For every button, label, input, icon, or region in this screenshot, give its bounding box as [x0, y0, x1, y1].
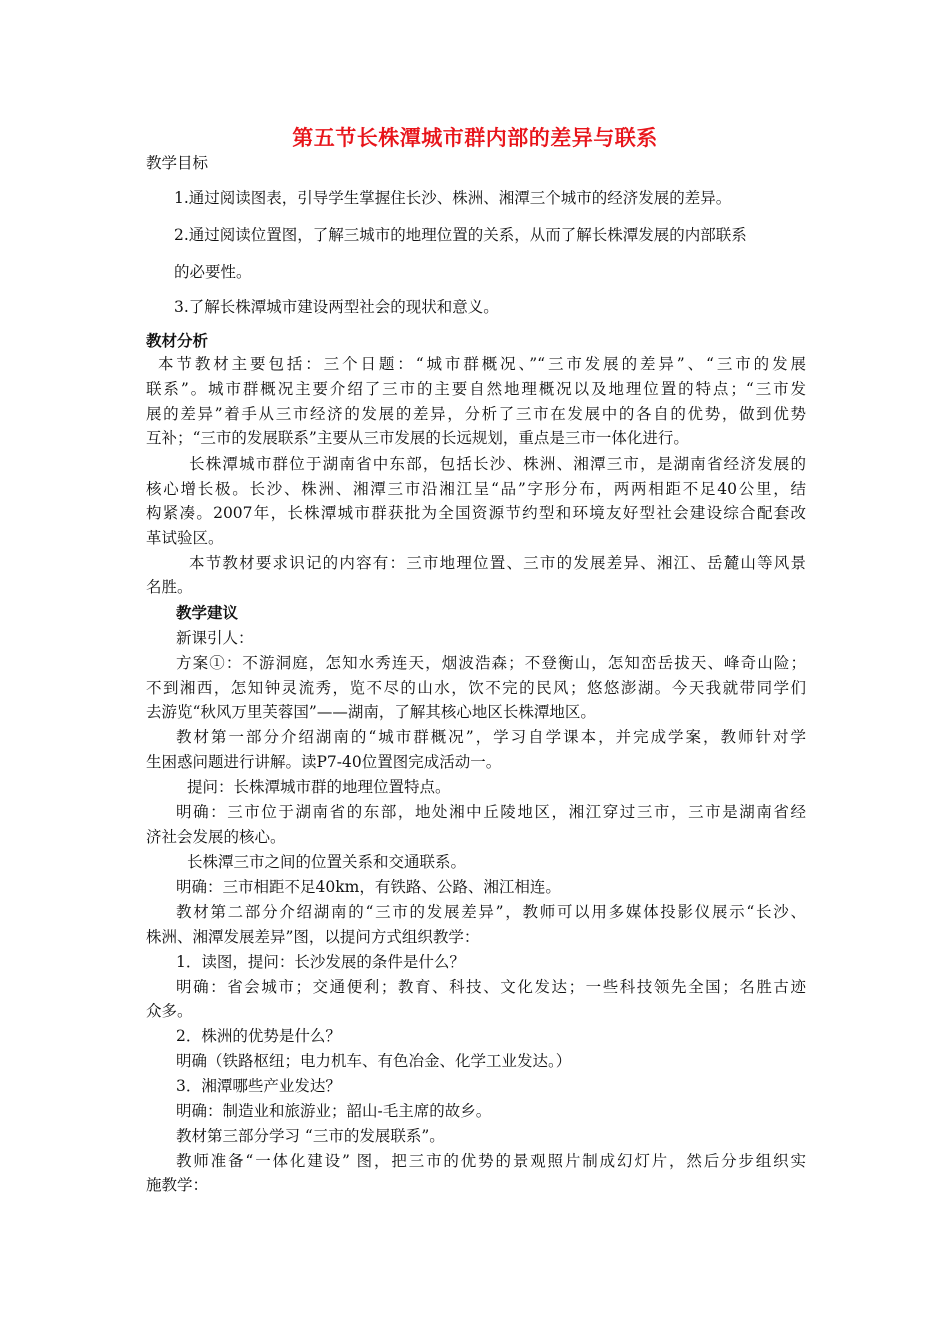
objective-item: 1.通过阅读图表，引导学生掌握住长沙、株洲、湘潭三个城市的经济发展的差异。 [174, 189, 732, 207]
suggestion-line: 教材第二部分介绍湖南的“三市的发展差异”，教师可以用多媒体投影仪展示“长沙、 [176, 903, 806, 921]
suggestion-line: 明确：三市相距不足40km，有铁路、公路、湘江相连。 [176, 878, 561, 896]
suggestion-line: 2．株洲的优势是什么？ [176, 1027, 341, 1045]
analysis-line: 本节教材要求识记的内容有：三市地理位置、三市的发展差异、湘江、岳麓山等风景 [189, 554, 806, 572]
suggestion-line: 生困惑问题进行讲解。读P7-40位置图完成活动一。 [146, 753, 502, 771]
suggestion-line: 济社会发展的核心。 [146, 828, 286, 846]
suggestion-line: 教师准备“一体化建设” 图，把三市的优势的景观照片制成幻灯片，然后分步组织实 [176, 1152, 806, 1170]
suggestion-line: 明确：三市位于湖南省的东部，地处湘中丘陵地区，湘江穿过三市，三市是湖南省经 [176, 803, 806, 821]
suggestion-line: 新课引人： [176, 629, 254, 647]
suggestion-line: 明确：制造业和旅游业；韶山-毛主席的故乡。 [176, 1102, 492, 1120]
analysis-line: 联系”。城市群概况主要介绍了三市的主要自然地理概况以及地理位置的特点；“三市发 [146, 380, 806, 398]
suggestion-line: 方案①：不游洞庭，怎知水秀连天，烟波浩森；不登衡山，怎知峦岳拔天、峰奇山险； [176, 654, 806, 672]
analysis-line: 本节教材主要包括：三个日题：“城市群概况、”“三市发展的差异”、“三市的发展 [158, 355, 806, 373]
objective-item: 的必要性。 [174, 263, 252, 281]
suggestion-line: 明确：省会城市；交通便利；教育、科技、文化发达；一些科技领先全国；名胜古迹 [176, 978, 806, 996]
analysis-line: 革试验区。 [146, 529, 224, 547]
suggestion-line: 提问：长株潭城市群的地理位置特点。 [187, 778, 451, 796]
suggestion-line: 1．读图，提问：长沙发展的条件是什么？ [176, 953, 465, 971]
suggestions-heading: 教学建议 [176, 604, 239, 622]
objective-item: 2.通过阅读位置图，了解三城市的地理位置的关系，从而了解长株潭发展的内部联系 [174, 226, 747, 244]
objective-item: 3.了解长株潭城市建设两型社会的现状和意义。 [174, 298, 499, 316]
suggestion-line: 去游览“秋风万里芙蓉国”——湖南，了解其核心地区长株潭地区。 [146, 703, 596, 721]
objectives-heading: 教学目标 [146, 154, 209, 172]
analysis-line: 名胜。 [146, 578, 193, 596]
suggestion-line: 教材第一部分介绍湖南的“城市群概况”，学习自学课本，并完成学案，教师针对学 [176, 728, 806, 746]
suggestion-line: 明确（铁路枢纽；电力机车、有色冶金、化学工业发达。） [176, 1052, 572, 1070]
suggestion-line: 3．湘潭哪些产业发达？ [176, 1077, 341, 1095]
analysis-heading: 教材分析 [146, 332, 209, 350]
page-title: 第五节长株潭城市群内部的差异与联系 [292, 126, 658, 150]
suggestion-line: 株洲、湘潭发展差异”图，以提问方式组织教学： [146, 928, 480, 946]
analysis-line: 长株潭城市群位于湖南省中东部，包括长沙、株洲、湘潭三市，是湖南省经济发展的 [189, 455, 806, 473]
suggestion-line: 教材第三部分学习 “三市的发展联系”。 [176, 1127, 445, 1145]
suggestion-line: 长株潭三市之间的位置关系和交通联系。 [187, 853, 467, 871]
analysis-line: 核心增长极。长沙、株洲、湘潭三市沿湘江呈“品”字形分布，两两相距不足40公里，结 [146, 480, 806, 498]
analysis-line: 互补；“三市的发展联系”主要从三市发展的长远规划，重点是三市一体化进行。 [146, 429, 689, 447]
suggestion-line: 不到湘西，怎知钟灵流秀，览不尽的山水，饮不完的民风；悠悠澎湖。今天我就带同学们 [146, 679, 806, 697]
suggestion-line: 众多。 [146, 1002, 193, 1020]
analysis-line: 构紧凑。2007年，长株潭城市群获批为全国资源节约型和环境友好型社会建设综合配套改 [146, 504, 806, 522]
suggestion-line: 施教学： [146, 1176, 209, 1194]
analysis-line: 展的差异”着手从三市经济的发展的差异，分析了三市在发展中的各自的优势，做到优势 [146, 405, 806, 423]
